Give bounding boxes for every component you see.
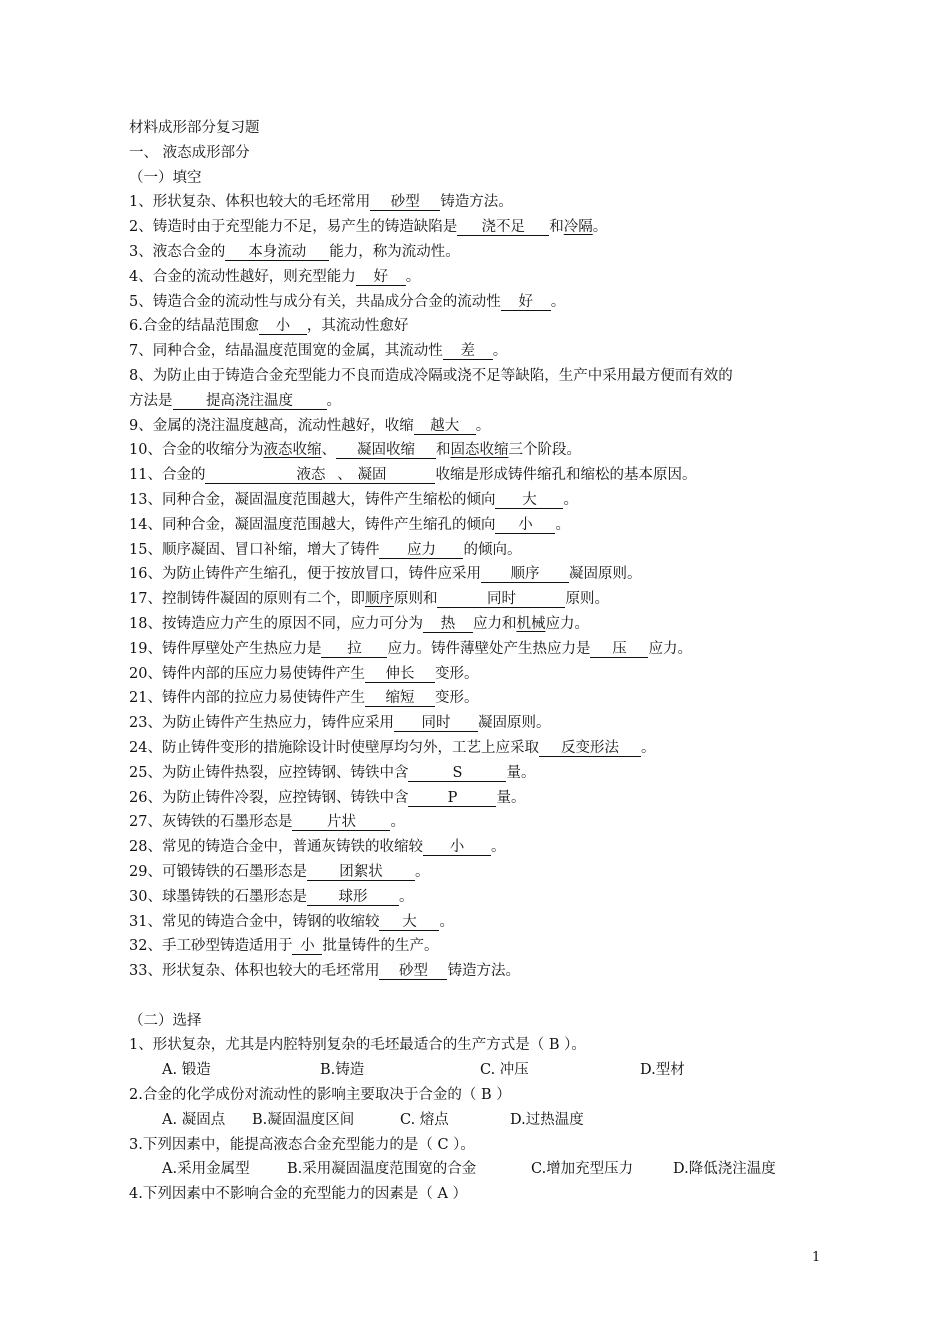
- question-9: 9、金属的浇注温度越高，流动性越好，收缩 越大 。: [129, 417, 491, 434]
- question-32: 32、手工砂型铸造适用于 小 批量铸件的生产。: [129, 938, 439, 955]
- answer-blank: 好: [356, 270, 406, 286]
- question-8-line2: 方法是 提高浇注温度 。: [129, 392, 341, 409]
- answer-blank: 凝固: [355, 468, 435, 484]
- answer-blank: 同时: [437, 592, 565, 608]
- answer-separator: 、: [333, 468, 355, 484]
- option: C. 冲压: [480, 1062, 529, 1079]
- blank-line: [129, 984, 829, 1009]
- answer-blank: 小: [259, 319, 307, 335]
- answer-blank: 提高浇注温度: [173, 394, 327, 410]
- question-29: 29、可锻铸铁的石墨形态是 团絮状 。: [129, 863, 430, 880]
- document-body: [129, 116, 829, 1207]
- option: D.过热温度: [510, 1111, 584, 1128]
- document-title: 材料成形部分复习题: [129, 120, 260, 136]
- question-15: 15、顺序凝固、冒口补缩，增大了铸件 应力 的倾向。: [129, 541, 522, 558]
- choice-question-1: 1、形状复杂，尤其是内腔特别复杂的毛坯最适合的生产方式是（ B ）。: [129, 1037, 586, 1054]
- answer-blank: 同时: [394, 716, 478, 732]
- answer-blank: 大: [379, 915, 439, 931]
- question-2: 2、铸造时由于充型能力不足，易产生的铸造缺陷是 浇不足 和冷隔。: [129, 219, 608, 236]
- answer-blank: 小: [495, 518, 555, 534]
- question-11: 11、合金的 液态 、 凝固 收缩是形成铸件缩孔和缩松的基本原因。: [129, 467, 697, 484]
- question-5: 5、铸造合金的流动性与成分有关，共晶成分合金的流动性 好 。: [129, 293, 566, 310]
- answer-blank: 好: [501, 295, 551, 311]
- question-30: 30、球墨铸铁的石墨形态是 球形 。: [129, 888, 414, 905]
- subsection-choice: （二）选择: [129, 1012, 202, 1029]
- question-18: 18、按铸造应力产生的原因不同，应力可分为 热 应力和机械应力。: [129, 615, 589, 632]
- page-number: 1: [812, 1250, 821, 1265]
- answer-underline: 机械: [516, 615, 546, 632]
- subsection-fill-in: （一）填空: [129, 169, 202, 186]
- question-25: 25、为防止铸件热裂，应控铸钢、铸铁中含 S 量。: [129, 764, 536, 781]
- answer-blank: P: [408, 791, 496, 807]
- question-16: 16、为防止铸件产生缩孔，便于按放冒口，铸件应采用 顺序 凝固原则。: [129, 566, 642, 583]
- option: C. 熔点: [400, 1111, 449, 1128]
- answer-blank: 液态: [205, 468, 333, 484]
- question-7: 7、同种合金，结晶温度范围宽的金属，其流动性 差 。: [129, 343, 508, 360]
- answer-underline: 固态收缩: [450, 442, 509, 459]
- option: D.型材: [640, 1062, 685, 1079]
- question-10: 10、合金的收缩分为液态收缩、 凝固收缩 和固态收缩三个阶段。: [129, 442, 581, 459]
- answer-blank: 伸长: [365, 667, 435, 683]
- option: B.采用凝固温度范围宽的合金: [287, 1161, 477, 1178]
- question-3: 3、液态合金的 本身流动 能力，称为流动性。: [129, 243, 460, 260]
- question-4: 4、合金的流动性越好，则充型能力 好 。: [129, 268, 421, 285]
- answer-blank: 热: [423, 617, 473, 633]
- answer-blank: 反变形法: [539, 741, 641, 757]
- answer-blank: 片状: [292, 815, 390, 831]
- option: D.降低浇注温度: [673, 1161, 776, 1178]
- question-20: 20、铸件内部的压应力易使铸件产生 伸长 变形。: [129, 665, 479, 682]
- question-19: 19、铸件厚壁处产生热应力是 拉 应力。铸件薄壁处产生热应力是 压 应力。: [129, 640, 692, 657]
- answer-blank: 团絮状: [307, 865, 415, 881]
- option: A. 锻造: [162, 1062, 211, 1079]
- answer-blank: S: [408, 766, 506, 782]
- question-31: 31、常见的铸造合金中，铸钢的收缩较 大 。: [129, 913, 454, 930]
- option: B.凝固温度区间: [252, 1111, 355, 1128]
- answer-underline: 顺序: [364, 591, 394, 608]
- choice-question-4: 4.下列因素中不影响合金的充型能力的因素是（ A ）: [129, 1186, 468, 1203]
- answer-blank: 小: [292, 939, 322, 955]
- answer-blank: 小: [423, 840, 491, 856]
- question-28: 28、常见的铸造合金中，普通灰铸铁的收缩较 小 。: [129, 839, 506, 856]
- answer-blank: 应力: [379, 543, 463, 559]
- answer-blank: 大: [495, 493, 563, 509]
- section-heading-liquid-forming: 一、 液态成形部分: [129, 144, 250, 161]
- question-26: 26、为防止铸件冷裂，应控铸钢、铸铁中含 P 量。: [129, 789, 526, 806]
- answer-blank: 拉: [321, 642, 387, 658]
- option: A.采用金属型: [162, 1161, 250, 1178]
- answer-blank: 缩短: [365, 691, 435, 707]
- option: B.铸造: [320, 1062, 365, 1079]
- question-27: 27、灰铸铁的石墨形态是 片状 。: [129, 814, 405, 831]
- choice-question-3: 3.下列因素中，能提高液态合金充型能力的是（ C ）。: [129, 1136, 475, 1153]
- answer-blank: 压: [590, 642, 648, 658]
- answer-blank: 本身流动: [225, 245, 329, 261]
- answer-blank: 浇不足: [457, 220, 549, 236]
- question-17: 17、控制铸件凝固的原则有二个，即顺序原则和 同时 原则。: [129, 591, 609, 608]
- question-13: 13、同种合金，凝固温度范围越大，铸件产生缩松的倾向 大 。: [129, 491, 578, 508]
- answer-blank: 球形: [307, 890, 399, 906]
- question-1: 1、形状复杂、体积也较大的毛坯常用 砂型 铸造方法。: [129, 194, 513, 211]
- option: A. 凝固点: [162, 1111, 226, 1128]
- question-21: 21、铸件内部的拉应力易使铸件产生 缩短 变形。: [129, 690, 479, 707]
- question-23: 23、为防止铸件产生热应力，铸件应采用 同时 凝固原则。: [129, 715, 551, 732]
- answer-blank: 顺序: [481, 567, 569, 583]
- answer-underline: 液态收缩: [263, 442, 322, 459]
- question-8-line1: 8、为防止由于铸造合金充型能力不良而造成冷隔或浇不足等缺陷，生产中采用最方便而有效的: [129, 367, 733, 384]
- question-6: 6.合金的结晶范围愈 小 ，其流动性愈好: [129, 318, 409, 335]
- answer-underline: 冷隔: [563, 219, 593, 236]
- choice-question-2: 2.合金的化学成份对流动性的影响主要取决于合金的（ B ）: [129, 1087, 511, 1104]
- answer-blank: 砂型: [379, 964, 447, 980]
- question-24: 24、防止铸件变形的措施除设计时使壁厚均匀外，工艺上应采取 反变形法 。: [129, 739, 656, 756]
- answer-blank: 越大: [414, 419, 476, 435]
- option: C.增加充型压力: [531, 1161, 634, 1178]
- choice-options-1: [129, 1058, 829, 1083]
- answer-blank: 凝固收缩: [336, 443, 436, 459]
- question-33: 33、形状复杂、体积也较大的毛坯常用 砂型 铸造方法。: [129, 963, 520, 980]
- question-14: 14、同种合金，凝固温度范围越大，铸件产生缩孔的倾向 小 。: [129, 516, 570, 533]
- choice-options-2: [129, 1108, 829, 1133]
- answer-blank: 差: [443, 344, 493, 360]
- choice-options-3: [129, 1157, 829, 1182]
- answer-blank: 砂型: [370, 195, 440, 211]
